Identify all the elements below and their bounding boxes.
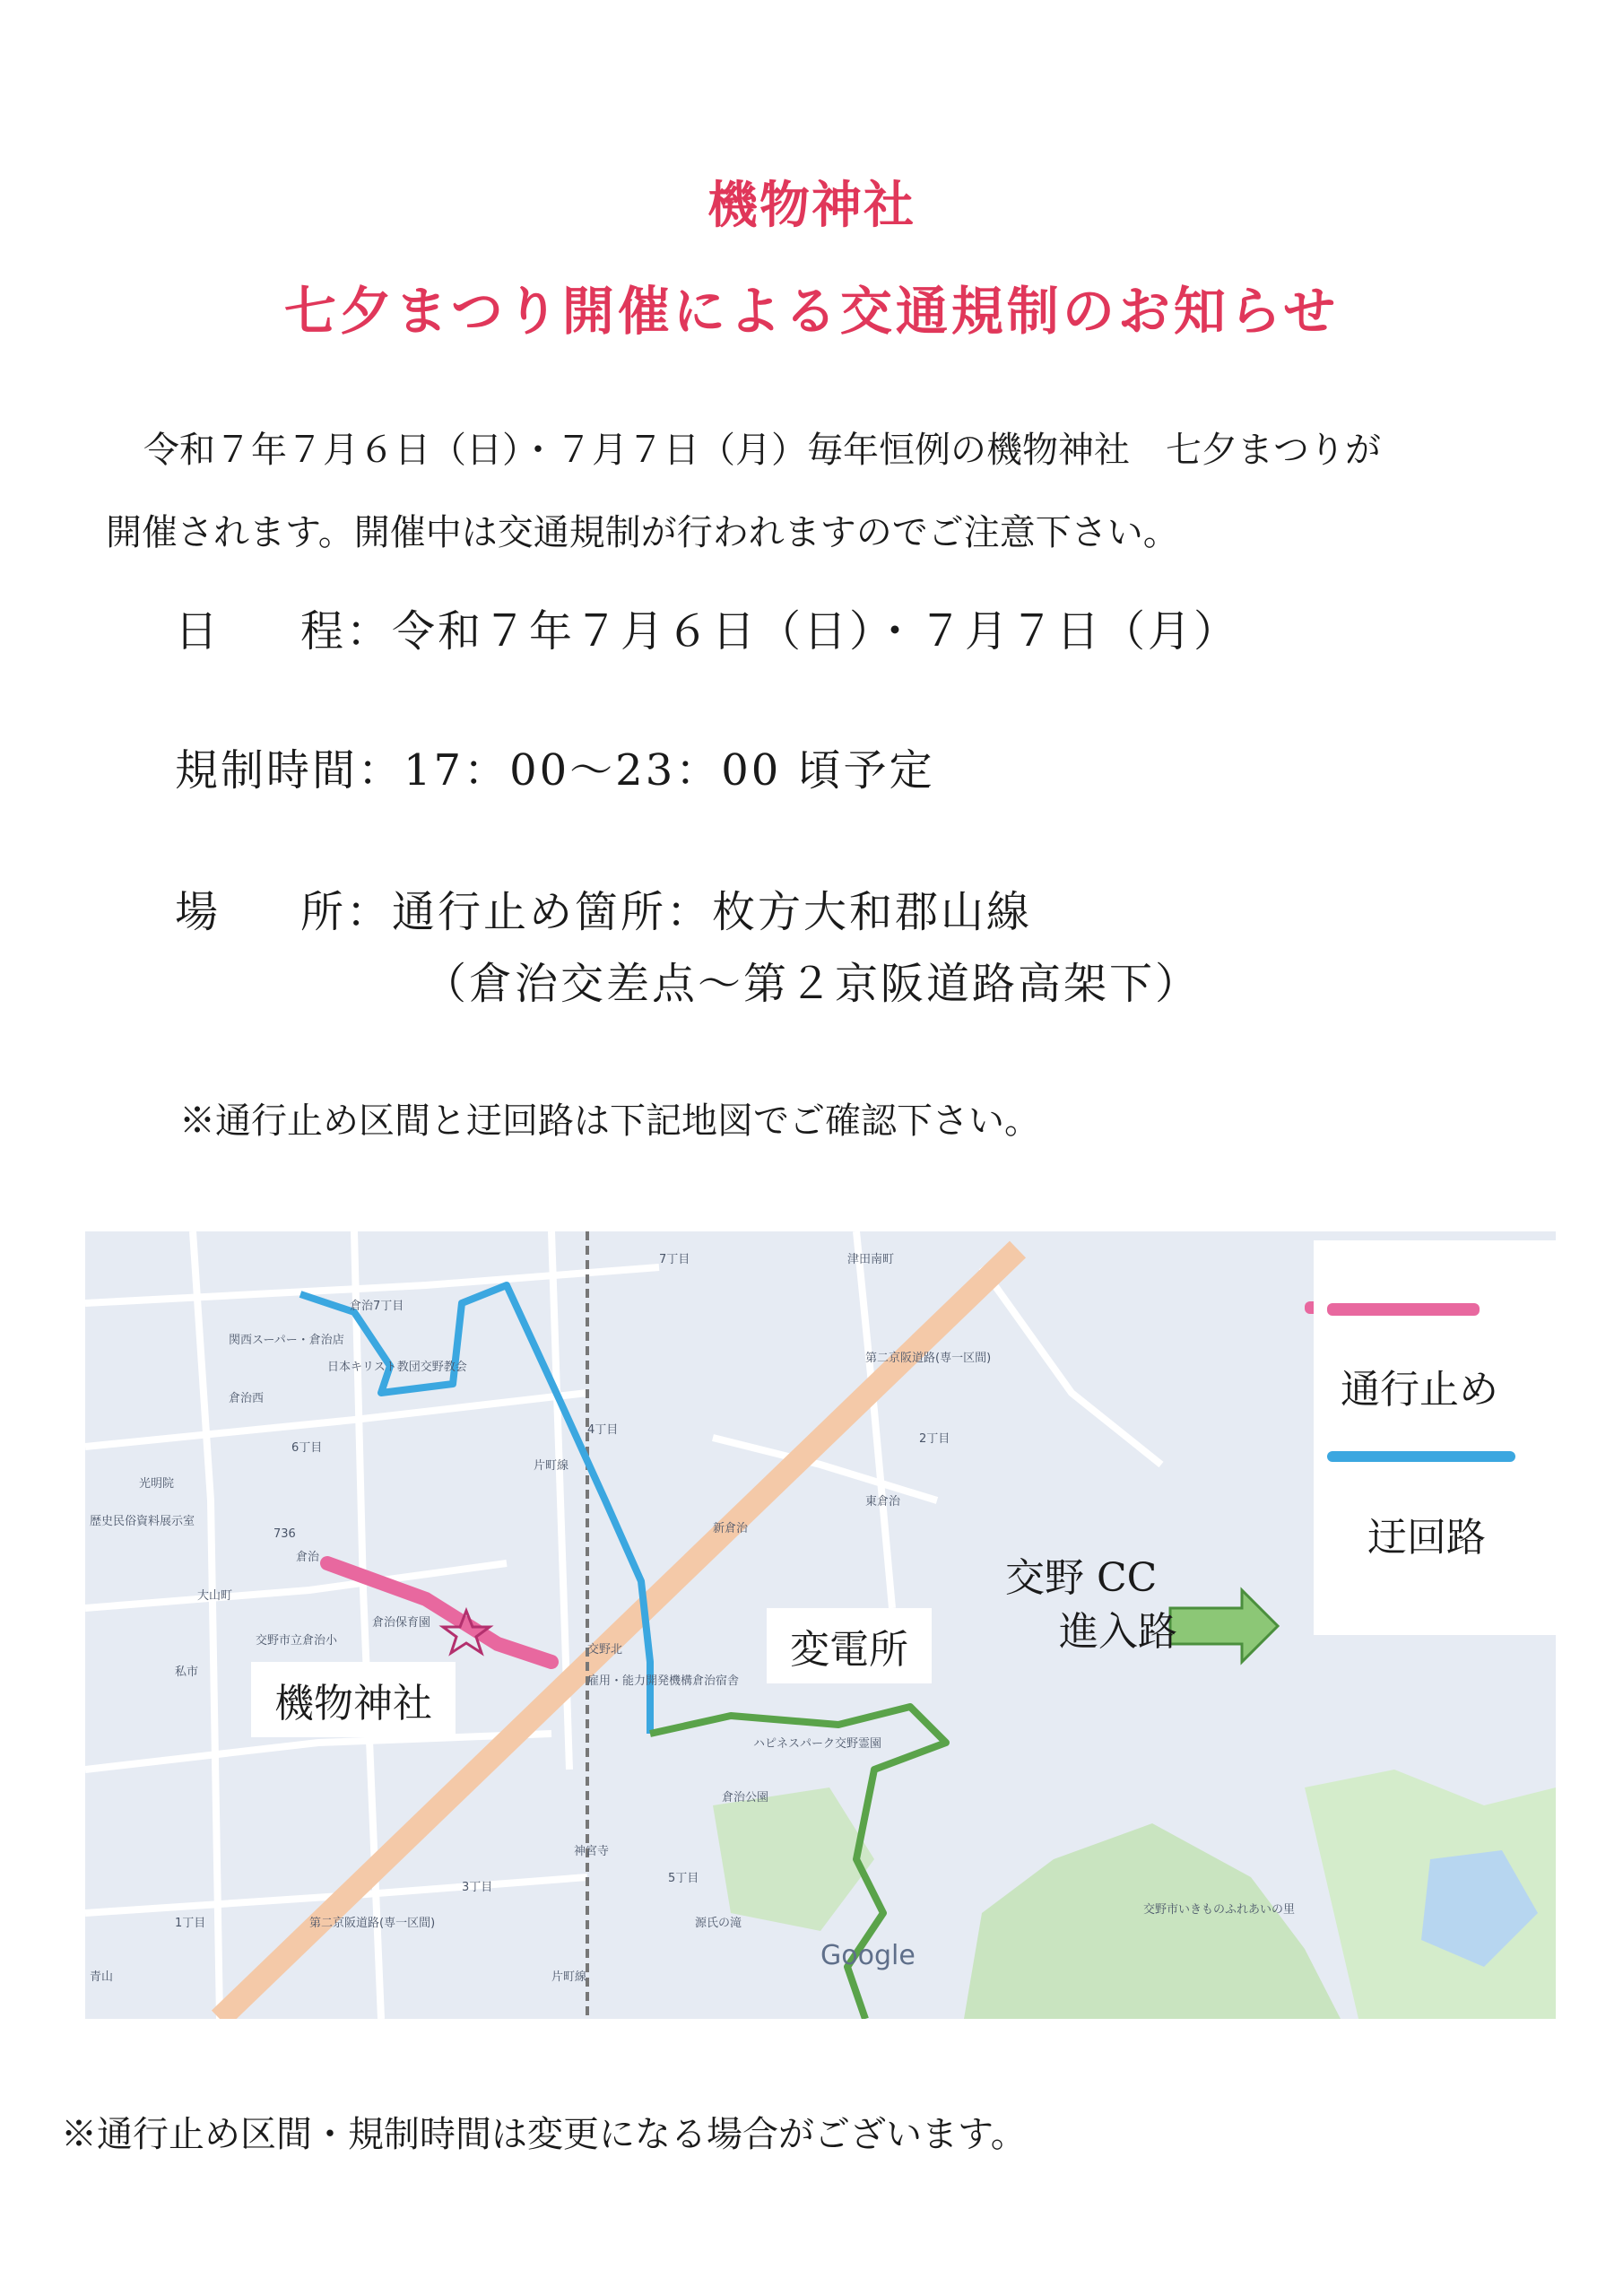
place-highway-2: 第二京阪道路(専一区間) <box>309 1917 436 1930</box>
place-kurajinaka: 倉治 <box>296 1551 320 1564</box>
footer-note: ※通行止め区間・規制時間は変更になる場合がございます。 <box>61 2114 1027 2155</box>
page-title: 機物神社 <box>707 177 916 235</box>
place-genji: 源氏の滝 <box>695 1917 742 1930</box>
schedule-time-row <box>175 735 935 797</box>
place-church: 日本キリスト教団交野教会 <box>327 1361 467 1374</box>
place-shinkurouji: 新倉治 <box>713 1522 749 1535</box>
legend-closed-label: 通行止め <box>1341 1367 1498 1413</box>
label-access: 進入路 <box>1059 1609 1177 1655</box>
park-area <box>964 1823 1341 2019</box>
place-chome-1: 1丁目 <box>175 1917 206 1930</box>
place-label-1: 場 <box>175 887 221 937</box>
place-katanohama: 東倉治 <box>865 1495 901 1509</box>
legend-detour-label: 迂回路 <box>1367 1515 1486 1561</box>
place-museum: 歴史民俗資料展示室 <box>90 1515 195 1528</box>
place-school: 交野市立倉治小 <box>256 1634 338 1648</box>
date-value: ：令和７年７月６日（日）・７月７日（月） <box>346 606 1240 657</box>
place-chome-2: 2丁目 <box>919 1432 950 1446</box>
schedule-date-row <box>175 596 1239 658</box>
time-value: ：17：00〜23：00 頃予定 <box>358 745 935 796</box>
place-chome-6: 6丁目 <box>291 1441 323 1455</box>
time-label: 規制時間 <box>175 745 359 796</box>
route-number: 736 <box>273 1527 296 1541</box>
map-note: ※通行止め区間と迂回路は下記地図でご確認下さい。 <box>179 1100 1040 1142</box>
place-detail: （倉治交差点〜第２京阪道路高架下） <box>423 959 1202 1009</box>
place-label-2: 所 <box>300 887 347 937</box>
legend-panel <box>1314 1240 1556 1635</box>
place-nursery: 倉治保育園 <box>372 1616 431 1630</box>
place-chome-4: 4丁目 <box>587 1423 619 1437</box>
park-area-2 <box>713 1787 874 1931</box>
place-route-2: 片町線 <box>534 1459 569 1473</box>
route-map <box>85 1231 1556 2019</box>
place-koumyouin: 光明院 <box>139 1477 175 1491</box>
place-chome-3: 3丁目 <box>462 1881 493 1894</box>
date-label-1: 日 <box>175 606 221 657</box>
place-ichinobe: 私市 <box>175 1665 199 1679</box>
intro-line-2: 開催されます。開催中は交通規制が行われますのでご注意下さい。 <box>106 512 1179 553</box>
schedule-place-row <box>175 877 1032 939</box>
place-kansai-super: 関西スーパー・倉治店 <box>229 1334 344 1347</box>
place-chome-7: 7丁目 <box>659 1253 690 1266</box>
place-ikimono: 交野市いきものふれあいの里 <box>1143 1903 1296 1917</box>
place-katano-north: 交野北 <box>587 1643 623 1657</box>
place-kurajinishi: 倉治西 <box>229 1392 265 1405</box>
place-value: ：通行止め箇所：枚方大和郡山線 <box>346 887 1033 937</box>
place-happiness: ハピネスパーク交野霊園 <box>753 1737 882 1751</box>
place-kurajiwan: 倉治公園 <box>722 1791 769 1805</box>
intro-line-1: 令和７年７月６日（日）・７月７日（月）毎年恒例の機物神社 七夕まつりが <box>143 430 1381 471</box>
place-omichi: 大山町 <box>197 1589 233 1603</box>
place-chome-5: 5丁目 <box>668 1872 699 1885</box>
place-kurajinanamachi: 倉治7丁目 <box>350 1300 404 1313</box>
page-subtitle: 七夕まつり開催による交通規制のお知らせ <box>283 281 1340 342</box>
place-highway: 第二京阪道路(専一区間) <box>865 1352 992 1365</box>
place-route: 片町線 <box>551 1970 587 1984</box>
label-substation: 変電所 <box>767 1608 932 1683</box>
place-tsudaminami: 津田南町 <box>847 1253 895 1266</box>
place-shinmiyadera: 神宮寺 <box>574 1845 610 1858</box>
label-shrine: 機物神社 <box>251 1662 456 1737</box>
date-label-2: 程 <box>300 606 347 657</box>
place-aoyama: 青山 <box>90 1970 114 1984</box>
google-logo: Google <box>820 1940 916 1971</box>
label-cc: 交野 CC <box>1005 1555 1158 1601</box>
place-company: 雇用・能力開発機構倉治宿舎 <box>587 1674 740 1688</box>
